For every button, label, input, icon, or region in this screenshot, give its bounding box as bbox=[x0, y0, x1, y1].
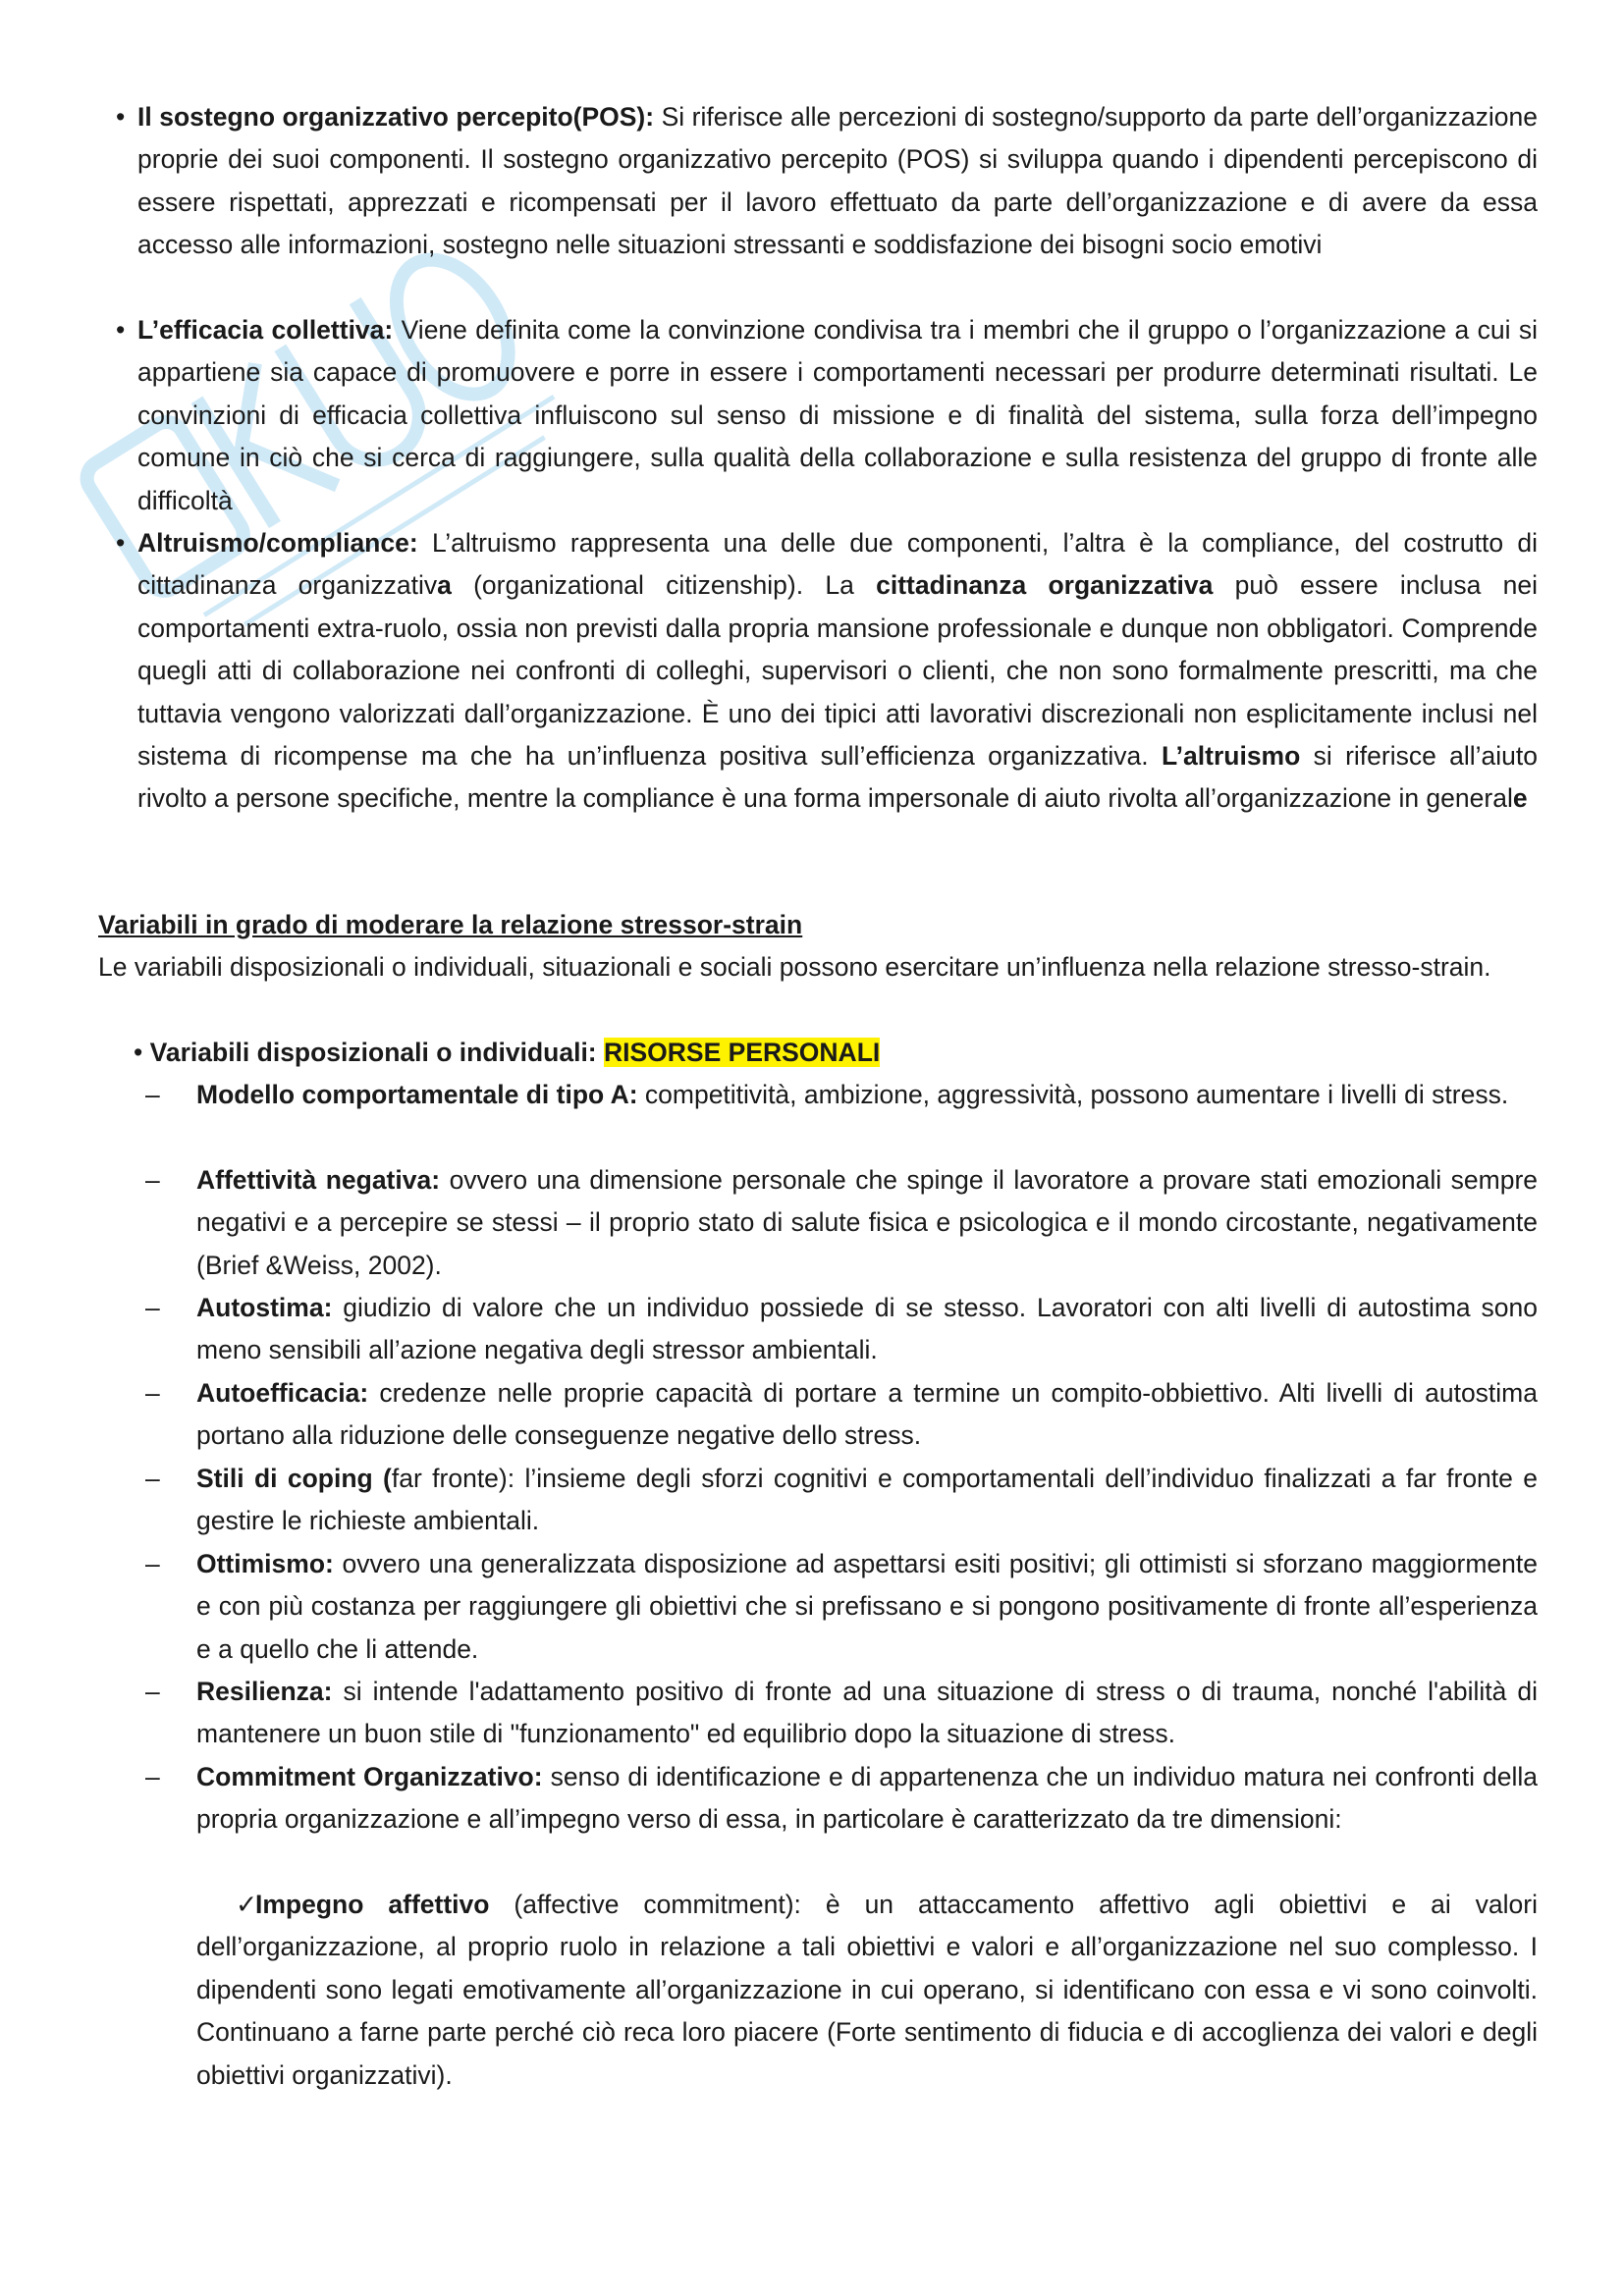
bullet-bold: L’altruismo bbox=[1161, 741, 1301, 772]
bullet-icon: • bbox=[116, 102, 126, 132]
dash-item-ottimismo bbox=[145, 1543, 1538, 1671]
dash-term: Resilienza: bbox=[196, 1677, 333, 1706]
dash-item-autostima bbox=[145, 1287, 1538, 1372]
bullet-icon: • bbox=[116, 528, 126, 558]
bullet-icon: • bbox=[116, 315, 126, 345]
dash-icon: – bbox=[145, 1762, 160, 1791]
dash-text: ovvero una dimensione personale che spinge il lavoratore a provare stati emozionali sempre negativi e a percepire se stessi – il proprio stato di salute fisica e psicologica e il mondo circostante, negativamente (Brief &Weiss, 2002). bbox=[196, 1165, 1539, 1280]
section-intro: Le variabili disposizionali o individuali, situazionali e sociali possono esercitare un’influenza nella relazione stresso-strain. bbox=[98, 952, 1491, 982]
dash-icon: – bbox=[145, 1677, 160, 1706]
dash-text: credenze nelle proprie capacità di portare a termine un compito-obbiettivo. Alti livelli di autostima portano alla riduzione delle conseguenze negative dello stress. bbox=[196, 1378, 1538, 1451]
bullet-bold: cittadinanza organizzativa bbox=[876, 570, 1214, 601]
dash-icon: – bbox=[145, 1549, 160, 1578]
dash-term: Stili di coping ( bbox=[196, 1464, 392, 1493]
dash-term: Commitment Organizzativo: bbox=[196, 1762, 543, 1791]
dash-item-resilienza bbox=[145, 1671, 1538, 1756]
dash-icon: – bbox=[145, 1464, 160, 1493]
dash-term: Autostima: bbox=[196, 1293, 333, 1322]
section-heading: Variabili in grado di moderare la relazione stressor-strain bbox=[98, 910, 803, 939]
dash-text: senso di identificazione e di appartenenza che un individuo matura nei confronti della propria organizzazione e all’impegno verso di essa, in particolare è caratterizzato da tre dimensioni: bbox=[196, 1762, 1538, 1835]
bullet-text: si riferisce all’aiuto rivolto a persone specifiche, mentre la compliance è una forma impersonale di aiuto rivolta all’organizzazione in general bbox=[137, 741, 1539, 814]
dash-text: ovvero una generalizzata disposizione ad aspettarsi esiti positivi; gli ottimisti si sforzano maggiormente e con più costanza per raggiungere gli obiettivi che si prefissano e si pongono positivamente di fronte all’esperienza e a quello che li attende. bbox=[196, 1549, 1538, 1664]
dash-icon: – bbox=[145, 1080, 160, 1109]
bullet-icon: • bbox=[134, 1038, 150, 1067]
check-term: Impegno affettivo bbox=[255, 1890, 490, 1919]
dash-item-autoefficacia bbox=[145, 1372, 1538, 1458]
bullet-bold: a bbox=[437, 570, 452, 601]
bullet-term: L’efficacia collettiva: bbox=[137, 315, 394, 345]
dash-icon: – bbox=[145, 1378, 160, 1408]
bullet-item-pos bbox=[116, 96, 1538, 267]
dash-icon: – bbox=[145, 1165, 160, 1195]
dash-item-affettivita bbox=[145, 1159, 1538, 1287]
bullet-text: Viene definita come la convinzione condivisa tra i membri che il gruppo o l’organizzazione a cui si appartiene sia capace di promuovere e porre in essere i comportamenti necessari per produrre determinati risultati. Le convinzioni di efficacia collettiva influiscono sul senso di missione e di finalità del sistema, sulla forza dell’impegno comune in ciò che si cerca di raggiungere, sulla qualità della collaborazione e sulla resistenza del gruppo di fronte alle difficoltà bbox=[137, 315, 1538, 515]
sub-bullet-risorse bbox=[134, 1032, 1538, 1074]
bullet-bold: e bbox=[1512, 783, 1528, 814]
dash-item-tipo-a bbox=[145, 1074, 1538, 1116]
dash-term: Autoefficacia: bbox=[196, 1378, 369, 1408]
sub-bullet-label: Variabili disposizionali o individuali: bbox=[149, 1038, 604, 1067]
bullet-item-efficacia bbox=[116, 309, 1538, 522]
dash-text: far fronte): l’insieme degli sforzi cognitivi e comportamentali dell’individuo finalizzati a far fronte e gestire le richieste ambientali. bbox=[196, 1464, 1538, 1536]
highlighted-text: RISORSE PERSONALI bbox=[604, 1038, 881, 1067]
dash-term: Modello comportamentale di tipo A: bbox=[196, 1080, 638, 1109]
dash-term: Affettività negativa: bbox=[196, 1165, 441, 1195]
bullet-term: Il sostegno organizzativo percepito(POS): bbox=[137, 102, 655, 132]
bullet-item-altruismo bbox=[116, 522, 1538, 821]
dash-term: Ottimismo: bbox=[196, 1549, 334, 1578]
dash-item-coping bbox=[145, 1458, 1538, 1543]
bullet-text: può essere inclusa nei comportamenti extra-ruolo, ossia non previsti dalla propria mansione professionale e dunque non obbligatori. Comprende quegli atti di collaborazione nei confronti di colleghi, supervisori o clienti, che non sono formalmente prescritti, ma che tuttavia vengono valorizzati dall’organizzazione. È uno dei tipici atti lavorativi discrezionali non esplicitamente inclusi nel sistema di ricompense ma che ha un’influenza positiva sull’efficienza organizzativa. bbox=[137, 570, 1538, 772]
check-text: (affective commitment): è un attaccamento affettivo agli obiettivi e ai valori dell’organizzazione, al proprio ruolo in relazione a tali obiettivi e valori e all’organizzazione nel suo complesso. I dipendenti sono legati emotivamente all’organizzazione in cui operano, si identificano con essa e vi sono coinvolti. Continuano a farne parte perché ciò reca loro piacere (Forte sentimento di fiducia e di accoglienza dei valori e degli obiettivi organizzativi). bbox=[196, 1890, 1539, 2090]
dash-icon: – bbox=[145, 1293, 160, 1322]
checkmark-icon: ✓ bbox=[236, 1890, 258, 1919]
dash-text: competitività, ambizione, aggressività, possono aumentare i livelli di stress. bbox=[637, 1080, 1509, 1109]
dash-item-commitment bbox=[145, 1756, 1538, 1842]
dash-text: giudizio di valore che un individuo possiede di se stesso. Lavoratori con alti livelli di autostima sono meno sensibili all’azione negativa degli stressor ambientali. bbox=[196, 1293, 1538, 1365]
dash-text: si intende l'adattamento positivo di fronte ad una situazione di stress o di trauma, nonché l'abilità di mantenere un buon stile di "funzionamento" ed equilibrio dopo la situazione di stress. bbox=[196, 1677, 1538, 1749]
bullet-text: (organizational citizenship). La bbox=[451, 570, 877, 601]
check-item-impegno-affettivo bbox=[196, 1884, 1538, 2097]
bullet-term: Altruismo/compliance: bbox=[137, 528, 418, 558]
bullet-text: L’altruismo rappresenta una delle due componenti, l’altra è la compliance, del costrutto di cittadinanza organizzativ bbox=[137, 528, 1538, 601]
bullet-text: Si riferisce alle percezioni di sostegno/supporto da parte dell’organizzazione proprie dei suoi componenti. Il sostegno organizzativo percepito (POS) si sviluppa quando i dipendenti percepiscono di essere rispettati, apprezzati e ricompensati per il lavoro effettuato da parte dell’organizzazione e di avere da essa accesso alle informazioni, sostegno nelle situazioni stressanti e soddisfazione dei bisogni socio emotivi bbox=[137, 102, 1538, 260]
